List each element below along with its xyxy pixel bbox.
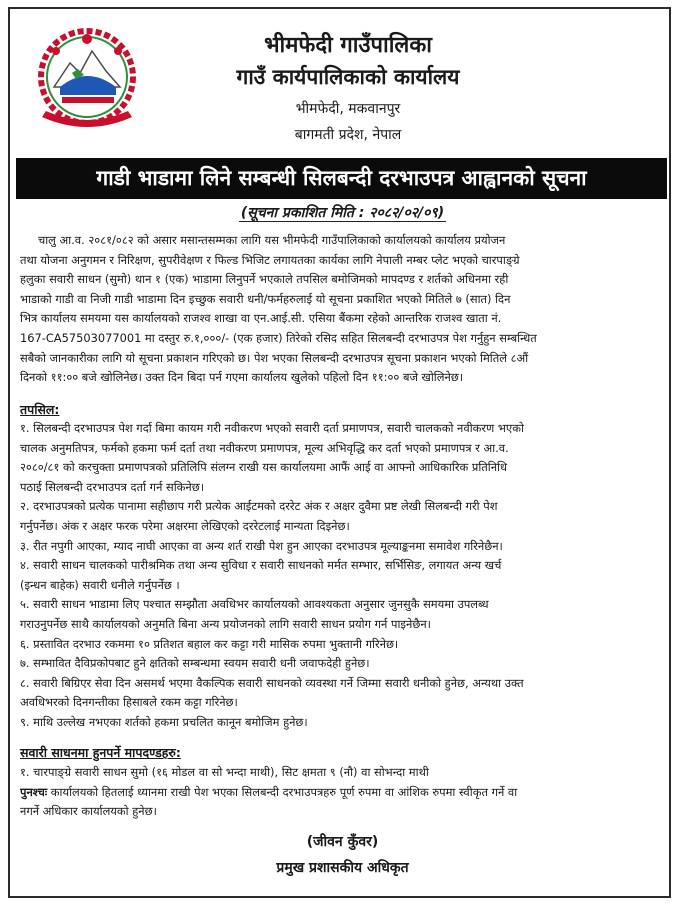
intro-line: दिनको ११:०० बजे खोलिनेछ। उक्त दिन बिदा पर्न गएमा कार्यालय खुलेको पहिलो दिन ११:०० बजे खोलिनेछ। [20,370,464,385]
signatory-name: (जीवन कुँवर) [306,834,379,850]
published-date-text: (सूचना प्रकाशित मिति : २०८२/०२/०९) [240,205,445,221]
office-name: गाउँ कार्यपालिकाको कार्यालय [236,65,460,89]
criteria-section [20,763,667,822]
condition-line: ३. रीत नपुगी आएका, म्याद नाघी आएका वा अन्य शर्त राखी पेश हुन आएका दरभाउपत्र मूल्याङ्कनमा समावेश गरिनेछैन। [20,538,503,553]
condition-line: २०८०/८१ को करचुक्ता प्रमाणपत्रको प्रतिलिपि संलग्न राखी यस कार्यालयमा आफैं आई वा आफ्नो आधिकारिक प्रतिनिधि [20,460,508,475]
intro-line: सबैको जानकारीका लागि यो सूचना प्रकाशन गरिएको छ। पेश भएका सिलबन्दी दरभाउपत्र सूचना प्रकाशन भएको मितिले ८औं [20,350,529,365]
address-line-2: बागमती प्रदेश, नेपाल [294,127,402,143]
intro-line: भित्र कार्यालय समयमा यस कार्यालयको राजश्व शाखा वा एन.आई.सी. एसिया बैंकमा रहेको आन्तरिक राजश्व खाता नं. [20,311,502,326]
letterhead [8,7,671,157]
condition-line: गर्नुपर्नेछ। अंक र अक्षर फरक परेमा अक्षरमा लेखिएको दररेटलाई मान्यता दिइनेछ। [20,518,350,533]
note-text: कार्यालयको हितलाई ध्यानमा राखी पेश भएका सिलबन्दी दरभाउपत्रहरु पूर्ण रुपमा वा आंशिक रुपमा स्वीकृत गर्ने वा [47,784,518,799]
municipality-name: भीमफेदी गाउँपालिका [264,33,432,58]
criteria-heading: सवारी साधनमा हुनपर्ने मापदण्डहरु: [20,745,181,760]
condition-line: ७. सम्भावित दैविप्रकोपबाट हुने क्षतिको सम्बन्धमा स्वयम सवारी धनी जवाफदेही हुनेछ। [20,656,370,671]
intro-line: 167-CA57503077001 मा दस्तुर रु.१,०००/- (एक हजार) तिरेको रसिद सहित सिलबन्दी दरभाउपत्र पेश गर्नुहुन सम्बन्धित [20,330,537,345]
condition-line: १. सिलबन्दी दरभाउपत्र पेश गर्दा बिमा कायम गरी नवीकरण भएको सवारी दर्ता प्रमाणपत्र, सवारी चालकको नवीकरण भएको [20,421,524,435]
address-line-1: भीमफेदी, मकवानपुर [295,101,401,117]
condition-line: ५. सवारी साधन भाडामा लिए पश्चात सम्झौता अवधिभर कार्यालयको आवश्यकता अनुसार जुनसुकै समयमा उपलब्ध [20,597,489,612]
note-label: पुनश्चः [20,784,48,799]
intro-line: चालु आ.व. २०८१/०८२ को असार मसान्तसम्मका लागि यस भीमफेदी गाउँपालिकाको कार्यालयको कार्यालय प्रयोजन [38,233,506,247]
conditions-list [20,419,667,733]
condition-line: ९. माथि उल्लेख नभएका शर्तको हकमा प्रचलित कानून बमोजिम हुनेछ। [20,714,308,729]
note-line [20,783,667,803]
intro-paragraph [20,231,667,388]
criteria-item: १. चारपाङ्ग्रे सवारी साधन सुमो (१६ मोडल वा सो भन्दा माथी), सिट क्षमता ९ (नौ) वा सोभन्दा माथी [20,765,429,779]
condition-line: अवधिभरको दिनगन्तीका हिसाबले रकम कट्टा गरिनेछ। [20,695,238,710]
nepal-government-emblem-icon [32,25,142,133]
intro-line: भाडाको गाडी वा निजी गाडी भाडामा दिन इच्छुक सवारी धनी/फर्महरुलाई यो सूचना प्रकाशित भएको मितिले ७ (सात) दिन [20,291,511,306]
published-date [0,203,685,222]
condition-line: ४. सवारी साधन चालकको पारीश्रमिक तथा अन्य सुविधा र सवारी साधनको मर्मत सम्भार, सर्भिसिङ, लगायत अन्य खर्च [20,558,502,573]
intro-line: तथा योजना अनुगमन र निरिक्षण, सुपरीवेक्षण र फिल्ड भिजिट लगायतका कार्यका लागि नेपाली नम्बर प्लेट भएको चारपाङ्ग्रे [20,252,520,267]
condition-line: ८. सवारी बिग्रिएर सेवा दिन असमर्थ भएमा वैकल्पिक सवारी साधनको व्यवस्था गर्ने जिम्मा सवारी धनीको हुनेछ, अन्यथा उक्त [20,675,524,690]
condition-line: गराउनुपर्नेछ साथै कार्यालयको अनुमति बिना अन्य प्रयोजनको लागि सवारी साधन प्रयोग गर्न पाइनेछैन। [20,616,431,631]
condition-line: (इन्धन बाहेक) सवारी धनीले गर्नुपर्नेछ । [20,577,180,592]
condition-line: ६. प्रस्तावित दरभाउ रकममा १० प्रतिशत बहाल कर कट्टा गरी मासिक रुपमा भुक्तानी गरिनेछ। [20,636,399,651]
conditions-heading: तपसिल: [20,402,60,417]
condition-line: चालक अनुमतिपत्र, फर्मको हकमा फर्म दर्ता तथा नवीकरण प्रमाणपत्र, मूल्य अभिवृद्धि कर दर्ता भएको प्रमाणपत्र र आ.व. [20,440,509,455]
notice-title: गाडी भाडामा लिने सम्बन्धी सिलबन्दी दरभाउपत्र आह्वानको सूचना [16,158,667,199]
condition-line: पठाई सिलबन्दी दरभाउपत्र दर्ता गर्न सकिनेछ। [20,479,205,494]
condition-line: २. दरभाउपत्रको प्रत्येक पानामा सहीछाप गरी प्रत्येक आईटमको दररेट अंक र अक्षर दुवैमा प्रष्ट लेखी सिलबन्दी गरी पेश [20,499,498,514]
intro-line: हलुका सवारी साधन (सुमो) थान १ (एक) भाडामा लिनुपर्ने भएकाले तपसिल बमोजिमको मापदण्ड र शर्तको अधिनमा रही [20,272,509,287]
signatory-title: प्रमुख प्रशासकीय अधिकृत [276,860,409,876]
note-line-2: नगर्ने अधिकार कार्यालयको हुनेछ। [20,804,157,819]
